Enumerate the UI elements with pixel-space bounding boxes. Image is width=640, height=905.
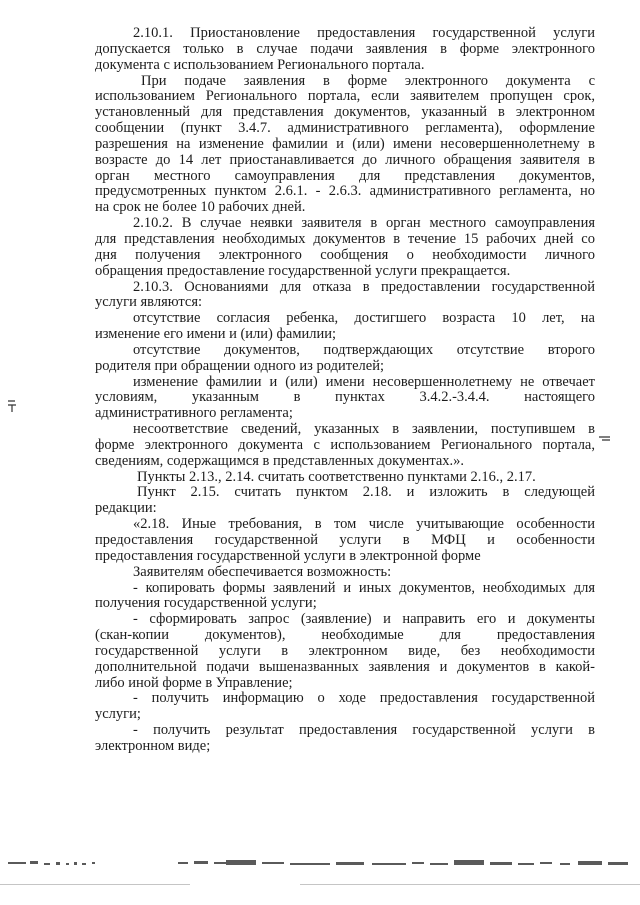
document-body [95, 26, 595, 755]
text-line: установленный для представления документов, указанный в электронном [95, 104, 595, 121]
text-line: получения государственной услуги; [95, 595, 317, 612]
text-line: сведениям, содержащимся в представленных документах.». [95, 452, 465, 469]
text-line: отсутствие согласия ребенка, достигшего возраста 10 лет, на [133, 310, 595, 327]
margin-scan-mark [6, 398, 18, 414]
text-line: сообщении (пункт 3.4.7. административного регламента), оформление [95, 120, 595, 137]
text-line: 2.10.3. Основаниями для отказа в предоставлении государственной [133, 278, 595, 295]
text-line: Пункт 2.15. считать пунктом 2.18. и изложить в следующей [137, 484, 595, 501]
margin-scan-mark-right [598, 433, 612, 443]
text-line: либо иной форме в Управление; [95, 674, 293, 691]
text-line: предусмотренных пунктом 2.6.1. - 2.6.3. административного регламента, но [95, 183, 595, 200]
text-line: - получить результат предоставления государственной услуги в [133, 722, 595, 739]
text-line: административного регламента; [95, 405, 293, 422]
text-line: услуги являются: [95, 294, 203, 311]
text-line: 2.10.2. В случае неявки заявителя в орган местного самоуправления [133, 215, 595, 232]
text-line: электронном виде; [95, 737, 211, 754]
text-line: предоставления государственной услуги в МФЦ и особенности [95, 532, 595, 548]
text-line: разрешения на изменение фамилии и (или) имени несовершеннолетнему в [95, 135, 595, 152]
text-line: отсутствие документов, подтверждающих отсутствие второго [133, 341, 595, 358]
text-line: редакции: [95, 500, 157, 517]
text-line: (скан-копии документов), необходимые для предоставления [95, 627, 595, 644]
text-line: орган местного самоуправления для представления документов, [95, 167, 595, 184]
text-line: несоответствие сведений, указанных в заявлении, поступившем в [133, 421, 595, 438]
text-line: изменение его имени и (или) фамилии; [95, 326, 337, 343]
text-line: - копировать формы заявлений и иных документов, необходимых для [133, 579, 595, 596]
text-line: изменение фамилии и (или) имени несовершеннолетнему не отвечает [133, 373, 595, 390]
text-line: Пункты 2.13., 2.14. считать соответственно пунктами 2.16., 2.17. [137, 468, 536, 485]
text-line: дня получения электронного сообщения о необходимости личного [95, 246, 595, 263]
text-line: - получить информацию о ходе предоставления государственной [133, 690, 595, 707]
text-line: предоставления государственной услуги в электронной форме [95, 547, 481, 564]
text-line: родителя при обращении одного из родителей; [95, 357, 384, 374]
text-line: условиям, указанным в пунктах 3.4.2.-3.4.4. настоящего [95, 389, 595, 406]
text-line: - сформировать запрос (заявление) и направить его и документы [133, 611, 595, 628]
text-line: на срок не более 10 рабочих дней. [95, 199, 306, 216]
scan-noise-strip [0, 848, 640, 888]
text-line: государственной услуги в электронном виде, без необходимости [95, 642, 595, 659]
text-line: дополнительной подачи вышеназванных заявления и документов в какой- [95, 658, 595, 675]
text-line: документа с использованием Регионального портала. [95, 56, 425, 73]
text-line: обращения предоставление государственной услуги прекращается. [95, 262, 511, 279]
text-line: возрасте до 14 лет приостанавливается до личного обращения заявителя в [95, 151, 595, 168]
text-line: 2.10.1. Приостановление предоставления государственной услуги [133, 25, 595, 41]
text-line: использованием Регионального портала, если заявителем пропущен срок, [95, 88, 595, 105]
text-line: допускается только в случае подачи заявления в форме электронного [95, 40, 595, 57]
text-line: форме электронного документа с использованием Регионального портала, [95, 436, 595, 453]
text-line: При подаче заявления в форме электронного документа с [141, 72, 595, 89]
text-line: для представления необходимых документов в течение 15 рабочих дней со [95, 230, 595, 247]
text-line: Заявителям обеспечивается возможность: [133, 563, 392, 580]
text-line: «2.18. Иные требования, в том числе учитывающие особенности [133, 516, 595, 533]
text-line: услуги; [95, 706, 141, 723]
